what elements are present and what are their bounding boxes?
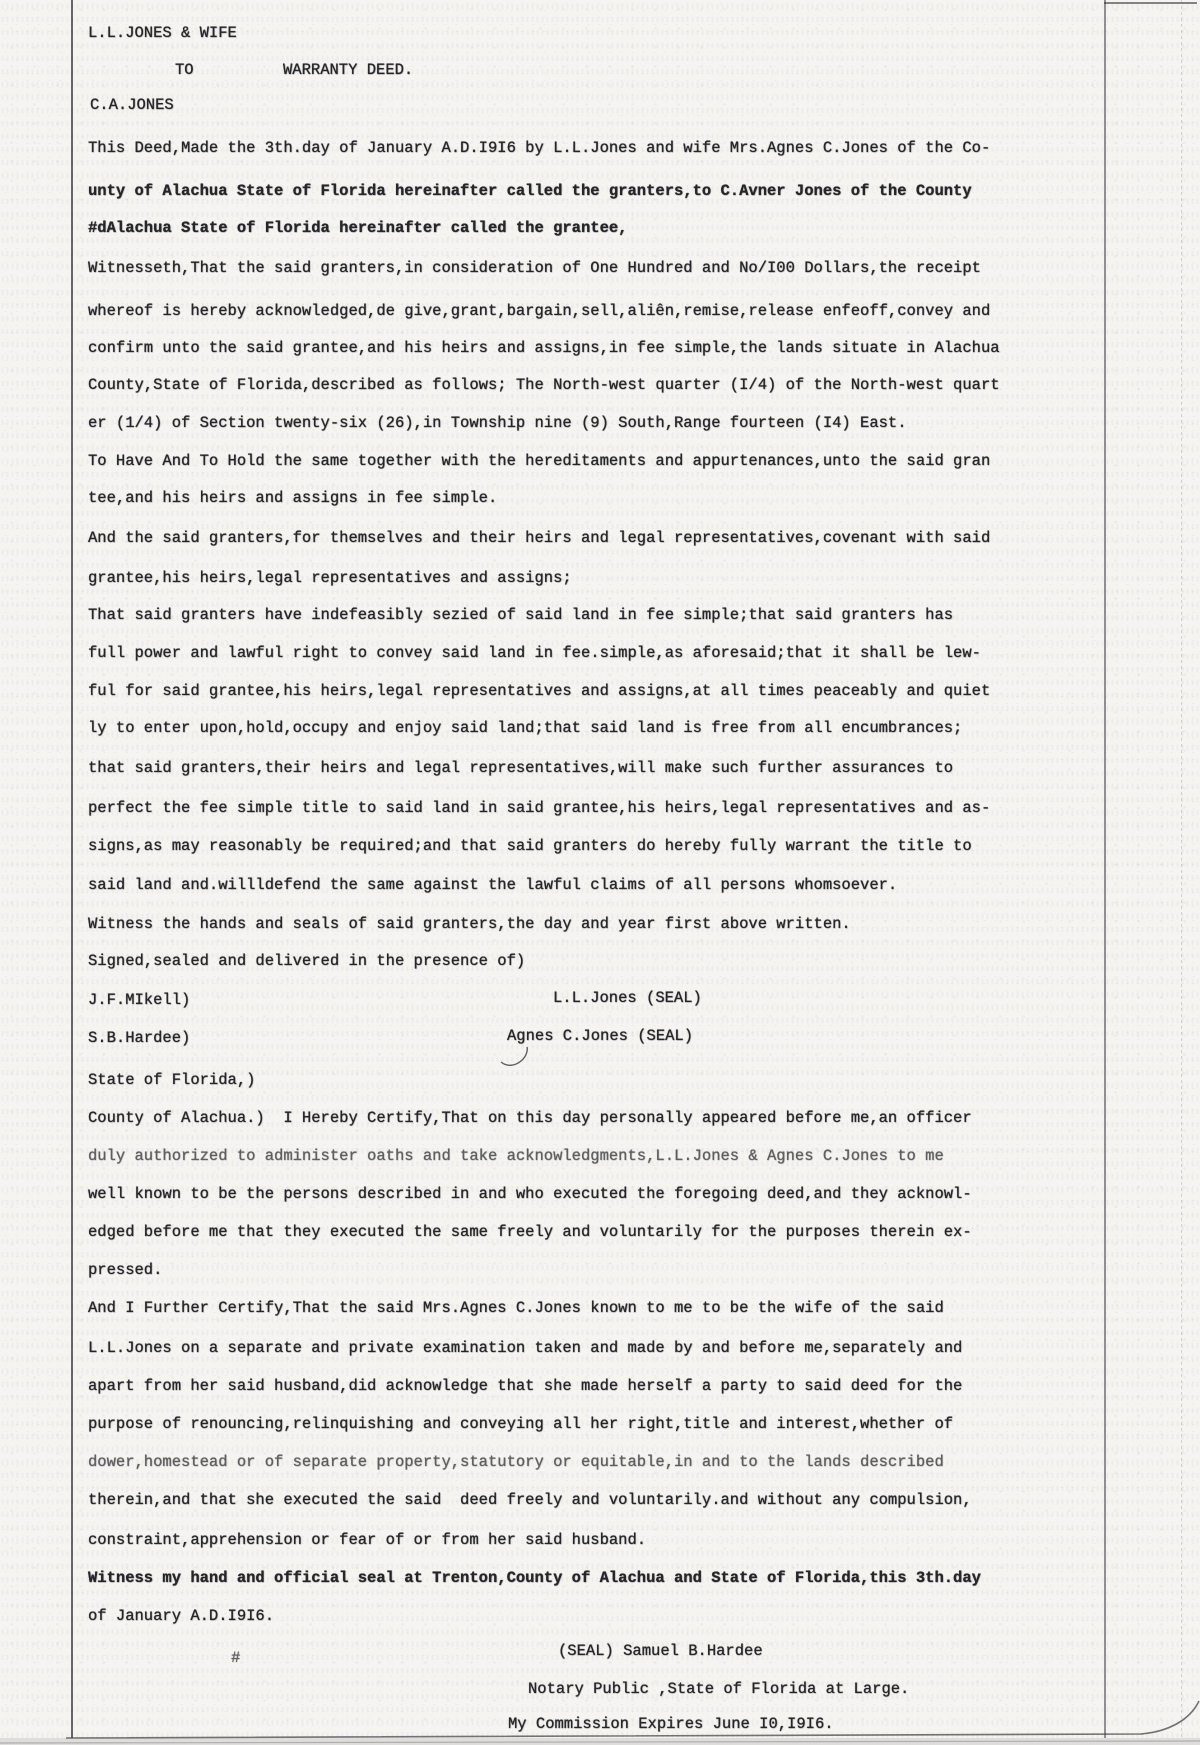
top-right-edge-rule bbox=[1104, 2, 1197, 4]
instrument-type: WARRANTY DEED. bbox=[283, 61, 414, 79]
document-text-line: well known to be the persons described in and who executed the foregoing deed,and they acknowl- bbox=[88, 1185, 972, 1203]
to-label: TO bbox=[175, 61, 194, 79]
bottom-scan-edge bbox=[0, 1738, 1200, 1745]
document-text-line: duly authorized to administer oaths and take acknowledgments,L.L.Jones & Agnes C.Jones to me bbox=[88, 1147, 944, 1165]
document-text-line: constraint,apprehension or fear of or from her said husband. bbox=[88, 1531, 647, 1549]
document-text-line: Signed,sealed and delivered in the presence of) bbox=[88, 952, 526, 970]
document-text-line: (SEAL) Samuel B.Hardee bbox=[558, 1642, 763, 1660]
document-text-line: perfect the fee simple title to said land in said grantee,his heirs,legal representatives and as- bbox=[88, 799, 991, 817]
document-text-line: S.B.Hardee) bbox=[88, 1029, 191, 1047]
document-text-line: full power and lawful right to convey said land in fee.simple,as aforesaid;that it shall be lew- bbox=[88, 644, 981, 662]
document-text-line: grantee,his heirs,legal representatives and assigns; bbox=[88, 569, 572, 587]
left-margin-rule bbox=[71, 0, 73, 1740]
document-text-line: J.F.MIkell) bbox=[88, 991, 191, 1009]
document-text-line: pressed. bbox=[88, 1261, 163, 1279]
pen-mark bbox=[498, 1044, 536, 1072]
document-text-line: County of Alachua.) I Hereby Certify,That on this day personally appeared before me,an officer bbox=[88, 1109, 972, 1127]
document-text-line: L.L.Jones (SEAL) bbox=[553, 989, 702, 1007]
document-text-line: State of Florida,) bbox=[88, 1071, 256, 1089]
document-text-line: er (1/4) of Section twenty-six (26),in Township nine (9) South,Range fourteen (I4) East. bbox=[88, 414, 907, 432]
right-margin-rule bbox=[1104, 0, 1106, 1745]
document-text-line: apart from her said husband,did acknowledge that she made herself a party to said deed for the bbox=[88, 1377, 963, 1395]
grantor-name: L.L.JONES & WIFE bbox=[88, 24, 237, 42]
document-text-line: County,State of Florida,described as follows; The North-west quarter (I/4) of the North-west quart bbox=[88, 376, 1000, 394]
document-text-line: And I Further Certify,That the said Mrs.Agnes C.Jones known to me to be the wife of the said bbox=[88, 1299, 944, 1317]
document-text-line: therein,and that she executed the said deed freely and voluntarily.and without any compulsion, bbox=[88, 1491, 972, 1509]
document-text-line: of January A.D.I9I6. bbox=[88, 1607, 275, 1625]
document-text-line: Agnes C.Jones (SEAL) bbox=[507, 1027, 694, 1045]
document-text-line: To Have And To Hold the same together with the hereditaments and appurtenances,unto the said gran bbox=[88, 452, 991, 470]
document-text-line: Witness my hand and official seal at Trenton,County of Alachua and State of Florida,this 3th.day bbox=[88, 1569, 981, 1587]
document-text-line: And the said granters,for themselves and their heirs and legal representatives,covenant with said bbox=[88, 529, 991, 547]
document-text-line: #dAlachua State of Florida hereinafter called the grantee, bbox=[88, 219, 628, 237]
document-text-line: said land and.willldefend the same against the lawful claims of all persons whomsoever. bbox=[88, 876, 898, 894]
document-text-line: ly to enter upon,hold,occupy and enjoy said land;that said land is free from all encumbrances; bbox=[88, 719, 963, 737]
document-text-line: whereof is hereby acknowledged,de give,grant,bargain,sell,aliên,remise,release enfeoff,convey and bbox=[88, 302, 991, 320]
document-text-line: L.L.Jones on a separate and private examination taken and made by and before me,separately and bbox=[88, 1339, 963, 1357]
document-text-line: That said granters have indefeasibly sezied of said land in fee simple;that said granters has bbox=[88, 606, 954, 624]
document-text-line: unty of Alachua State of Florida hereinafter called the granters,to C.Avner Jones of the County bbox=[88, 182, 972, 200]
document-text-line: Witnesseth,That the said granters,in consideration of One Hundred and No/I00 Dollars,the receipt bbox=[88, 259, 981, 277]
document-text-line: edged before me that they executed the same freely and voluntarily for the purposes therein ex- bbox=[88, 1223, 972, 1241]
document-text-line: signs,as may reasonably be required;and that said granters do hereby fully warrant the title to bbox=[88, 837, 972, 855]
document-text-line: dower,homestead or of separate property,statutory or equitable,in and to the lands described bbox=[88, 1453, 944, 1471]
document-text-line: Witness the hands and seals of said granters,the day and year first above written. bbox=[88, 915, 851, 933]
document-text-line: that said granters,their heirs and legal representatives,will make such further assurances to bbox=[88, 759, 954, 777]
document-text-line: Notary Public ,State of Florida at Large. bbox=[528, 1680, 910, 1698]
grantee-name: C.A.JONES bbox=[90, 96, 174, 114]
document-text-line: This Deed,Made the 3th.day of January A.D.I9I6 by L.L.Jones and wife Mrs.Agnes C.Jones of the Co- bbox=[88, 139, 991, 157]
document-text-line: confirm unto the said grantee,and his heirs and assigns,in fee simple,the lands situate in Alachua bbox=[88, 339, 1000, 357]
document-text-line: ful for said grantee,his heirs,legal representatives and assigns,at all times peaceably and quiet bbox=[88, 682, 991, 700]
right-faint-edge-rule bbox=[1181, 0, 1182, 1745]
document-text-line: purpose of renouncing,relinquishing and conveying all her right,title and interest,whether of bbox=[88, 1415, 954, 1433]
document-text-line: tee,and his heirs and assigns in fee simple. bbox=[88, 489, 498, 507]
document-text-line: My Commission Expires June I0,I9I6. bbox=[508, 1715, 834, 1733]
document-text-line: # bbox=[231, 1649, 241, 1667]
